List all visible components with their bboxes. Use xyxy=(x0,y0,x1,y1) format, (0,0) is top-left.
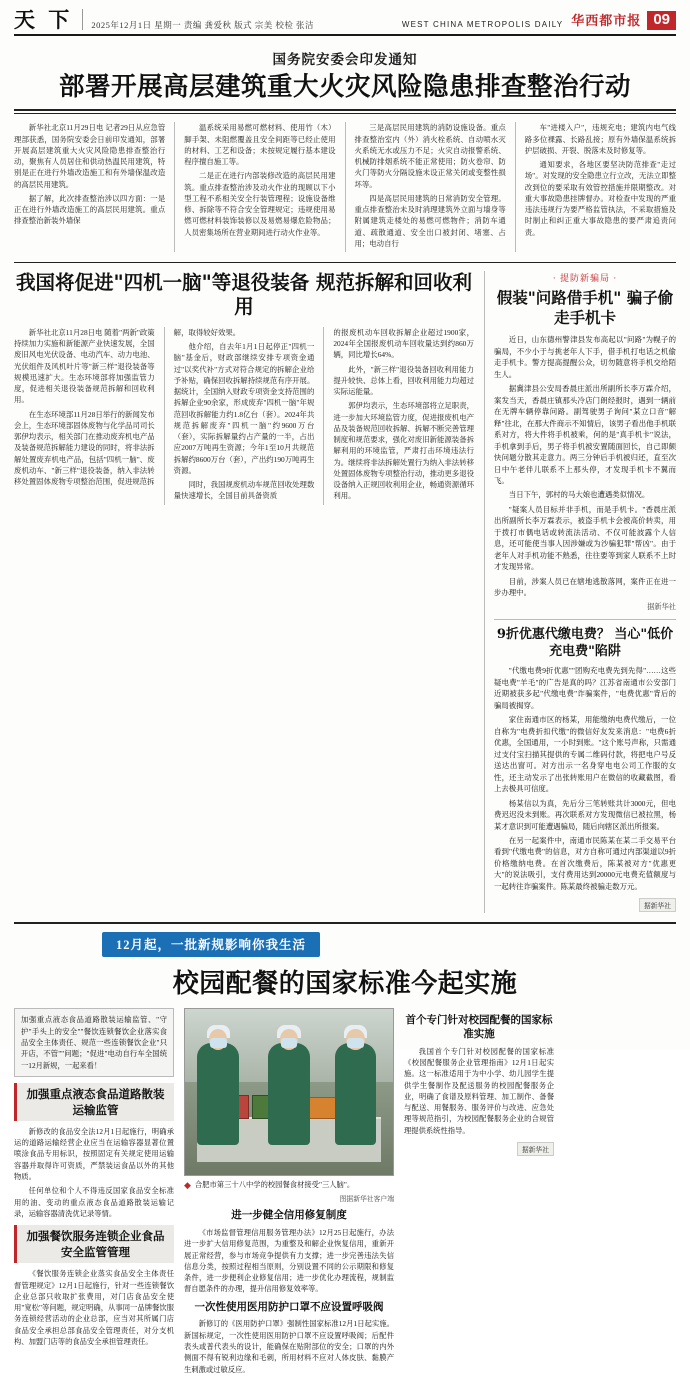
lead-headline: 部署开展高层建筑重大火灾风险隐患排查整治行动 xyxy=(58,72,631,102)
package-headline: 校园配餐的国家标准今起实施 xyxy=(172,969,518,1000)
photo-person-right xyxy=(335,1043,377,1146)
sidebar-divider xyxy=(494,619,676,620)
package-lead-box: 加强重点液态食品道路散装运输监管、"守护"手头上的安全""餐饮连锁餐饮企业落实食品安全主体责任、规范一些连锁餐饮企业"只开店，不管""问题；"促进"电动自行车全国统一12月新规，一起来看！ xyxy=(14,1008,174,1076)
secondary-column-1 xyxy=(14,327,155,505)
lead-kicker: 国务院安委会印发通知 xyxy=(272,52,418,67)
package-body-credit-repair xyxy=(184,1227,394,1295)
column-divider xyxy=(164,327,165,505)
paragraph: 解，取得较好效果。 xyxy=(173,327,241,337)
paragraph: 车"进楼入户"，违规充电；建筑内电气线路多位裸露、长路乱接；原有外墙保温系统拆护层破损、开裂、脱落未及时修复等。 xyxy=(524,123,676,155)
paragraph: 据了解，此次排查整治涉以四方面：一是正在进行外墙改造施工的高层民用建筑。重点排查整治新装外墙保 xyxy=(14,193,166,226)
package-subhead-catering: 加强餐饮服务连锁企业食品安全监管管理 xyxy=(14,1225,174,1263)
package-ribbon: 12月起，一批新规影响你我生活 xyxy=(102,932,320,957)
package-subhead-campus-catering: 首个专门针对校园配餐的国家标准实施 xyxy=(405,1014,553,1040)
package-column-2 xyxy=(184,1008,394,1377)
paragraph: 同时，我国规废机动车规范回收处理数量快速增长，全国目前具备资质 xyxy=(173,480,315,501)
header-divider xyxy=(14,109,676,114)
package-columns xyxy=(14,1008,676,1377)
sidebar-sub-byline-wrap xyxy=(494,895,676,913)
package-byline: 据新华社 xyxy=(517,1142,554,1156)
paragraph: "代缴电费9折优惠""团购充电费先到先得"……这些疑电费"羊毛"的广告是真的吗？江苏省南通市公安部门近期被获多起"代缴电费"诈骗案件，"电费优惠"背后的骗局被揭穿。 xyxy=(494,666,676,710)
sidebar-sub-body xyxy=(494,665,676,892)
sidebar-body xyxy=(494,334,676,598)
secondary-columns xyxy=(14,327,474,505)
package-subhead-mask: 一次性使用医用防护口罩不应设置呼吸阀 xyxy=(194,1300,384,1313)
paragraph: 新华社北京11月29日电 记者29日从应急管理部获悉，国务院安委会日前印发通知，部署开展高层建筑重大火灾风险隐患排查整治行动，聚焦有人员居住和供动热温民用建筑，特别是正在进行外墙改造施工和有外墙保温改造的高层民用建筑。 xyxy=(14,123,166,189)
paragraph: 新修改的食品安全法12月1日起施行，明确承运的道路运输经营企业应当在运输容器显著位置喷涂食品专用标识，按照固定有关规定使用运输容器并取得许可资质，严禁装运食品以外的其他物质。 xyxy=(14,1126,174,1182)
newspaper-logo: 华西都市报 xyxy=(571,14,642,30)
paragraph: 近日，山东德州警津县发布高起以"问路"为幌子的骗局，不少小于与挑老年人下手，借手机打电话之机偷走手机卡。警方提高提醒公众，切勿随意将手机交给陌生人。 xyxy=(494,335,676,379)
secondary-column-2 xyxy=(174,327,315,505)
lead-column-1 xyxy=(14,122,165,252)
paragraph: 据冀津县公安局香晨庄派出所副所长李万霖介绍，案发当天，香晨庄镇那头冷店门朗经报时，遇到一辆前在无牌车辆停靠问路。副驾驶男子询问"某立口音"解释"往北，在那大件商示不知情后，该男子看出他手机联系对方，将大件将手机被乘，何的是"真手机卡"说法，手机拿到手后，男子将手机被安置随面回长，自己即颇快问题分散其走意力。两三分钟后手机被归还，直至次日中午老伴儿联系不上那头停，才发现手机卡不翼而飞。 xyxy=(494,384,676,485)
sidebar-subheadline: 9折优惠代缴电费？ 当心"低价充电费"陷阱 xyxy=(496,626,674,659)
photo-caption-block xyxy=(184,1180,394,1191)
sidebar-tag: · 提防新骗局 · xyxy=(552,273,618,284)
secondary-column-3 xyxy=(333,327,474,505)
photo-person-mask xyxy=(281,1038,298,1047)
paragraph: 我国首个专门针对校园配餐的国家标准《校园配餐服务企业管理指南》12月1日起实施。这一标准适用于为中小学、幼儿园学生提供学生餐制作及配送服务的校园配餐服务企业，明确了食谱及原料管理、加工制作、备餐与配送、用餐服务、服务评价与改进、应急处理等规范指引，为校园配餐服务企业的合规管理提供系统性指导。 xyxy=(404,1046,554,1135)
page-number-badge: 09 xyxy=(647,11,676,31)
column-divider xyxy=(174,122,175,252)
middle-section xyxy=(14,262,676,913)
paragraph: 温系统采用易燃可燃材料、使用竹（木）脚手架、未阻燃覆盖且安全间距等已经止使用的材料、工艺和设备；未按规定履行基本建设程序擅自施工等。 xyxy=(184,123,336,167)
lead-column-3 xyxy=(355,122,506,252)
column-divider xyxy=(323,327,324,505)
package-column-3 xyxy=(404,1008,554,1377)
package-column-1 xyxy=(14,1008,174,1377)
photo-person-mask xyxy=(347,1038,364,1047)
paragraph: 在另一起案件中，南通市民陈某在某二手交易平台看到"代缴电费"的信息，对方自称可通过内部渠道以9折价格缴纳电费。在首次缴费后，陈某被对方"优惠更大"的说法吸引，支付费用达到20000元电费充值额度与一起转往诈骗案件。陈某最终被骗走数万元。 xyxy=(494,836,676,891)
paragraph: 《餐饮服务连锁企业蒸实食品安全主体责任督管理规定》12月1日起施行，针对一些连锁餐饮企业总部只收取扩张费用，对门店食品安全使用"宽松"等问题，规定明确，从事同一品牌餐饮服务连锁经营活动的企业总部，应当对其所属门店食品安全承担总部食品安全管理责任，对分支机构、加盟门店等的食品安全承担管理责任。 xyxy=(14,1269,174,1346)
secondary-headline: 我国将促进"四机一脑"等退役装备 规范拆解和回收利用 xyxy=(15,271,473,319)
paragraph: 任何单位和个人不得违反国家食品安全标准用的油、变动的重点液态食品道路散装运输记录，运输容器清洗优记录等情。 xyxy=(14,1186,174,1218)
sidebar-sub-byline: 据新华社 xyxy=(639,898,676,912)
paragraph: 三是高层民用建筑的消防设施设备。重点排查整治室内（外）消火栓系统、自动喷水灭火系统无水或压力不足；火灾自动报警系统、机械防排烟系统不能正常使用；防火卷帘、防火门等防火分隔设施未设正常关闭或变整性损坏等。 xyxy=(354,123,506,189)
paragraph: 的报废机动车回收拆解企业超过1900家，2024年全国报废机动车回收量达到约860万辆，同比增长64%。 xyxy=(333,327,475,360)
package-body-catering xyxy=(14,1268,174,1347)
lead-story-header xyxy=(14,36,676,109)
paragraph: 家住南通市区的杨某，用能缴纳电费代缴后，一位自称为"电费折扣代缴"的微信好友发来消息："电费6折优惠，全国通用，一小时到账。"这个账号声称，只需通过支付宝扫描其提供的专属二维码付款，将把电户号反送达出窗可。对方出示一名身穿电电公司工作服的女性，还主动发示了出张转账用户在微信的收藏截图，看上去极具可信度。 xyxy=(494,715,676,794)
section-title: 天 下 xyxy=(14,9,83,30)
masthead xyxy=(14,0,676,36)
masthead-english-name: WEST CHINA METROPOLIS DAILY xyxy=(401,20,564,30)
photo-credit: 图据新华社客户端 xyxy=(339,1196,394,1204)
paragraph: 四是高层民用建筑的日常消防安全管理。重点排查整治未及时消理建筑外立面与墙身等附属建筑走楼处的易燃可燃物件；消防车通道、疏散通道、安全出口被封闭、堵塞、占用；电动自行 xyxy=(354,193,506,248)
paragraph: 新华社北京11月28日电 随着"两新"政策持续加力实施和新能源产业快速发展，全国废旧风电光伏设备、电动汽车、动力电池、光伏组件及风机叶片等"新三样"退役装备等规模迅速扩大。生态环境部将加强监管力度，促进相关退役装备规范拆解和回收利用。 xyxy=(14,327,155,405)
article-photo xyxy=(184,1008,394,1176)
paragraph: 此外，"新三样"退役装备回收利用能力提升较快、总体上看，回收利用能力均超过实际运能量。 xyxy=(333,364,475,397)
package-byline-wrap xyxy=(404,1139,554,1157)
package-body-mask xyxy=(184,1318,394,1374)
sidebar-article xyxy=(484,271,676,913)
bullet-icon: ◆ xyxy=(184,1180,191,1191)
paragraph: "疑案人员目标并非手机，而是手机卡。"香晨庄派出所副所长李万霖表示，被盗手机卡会被高价转卖，用于拨打市偶电话或转流法活动、不仅可能波露个人信息，还可能使当事人因涉嫌或为沙骗犯罪"帮凶"。由于老年人对手机功能不熟悉，往往要等到家人联系不上时才发现异常。 xyxy=(494,504,676,572)
package-subhead-transport: 加强重点液态食品道路散装运输监管 xyxy=(14,1083,174,1121)
paragraph: 二是正在进行内部装修改造的高层民用建筑。重点排查整治涉及动火作业的现顾以下小型工程不系相关安全行装管理程；设施设备维修、拆除等不符合安全管理规定；违规使用易燃可燃材料装饰装修以及易燃易爆危险物品；人员密集场所在营业期间进行动火作业等。 xyxy=(184,171,336,237)
paragraph: 郭伊均表示，生态环境部将立足职责，进一步加大环境监管力度，促进报废机电产品及装备规范回收拆解、拆解不断完善管理制度和规范要求，强化对废旧新能源装备拆解利用的环境监管，严肃打击环境违法行为。继续将非法拆解处置行为纳入非法转移处置固体废物专项整治行动，推动更多退役设备纳入正规回收利用企业，畅通资源循环利用。 xyxy=(333,401,475,501)
package-body-transport xyxy=(14,1126,174,1219)
photo-person-left xyxy=(197,1043,239,1146)
column-divider xyxy=(345,122,346,252)
paragraph: 《市场监督管理信用服务管理办法》12月25日起施行，办法进一步扩大信用修复范围，为重整及和解企业恢复信用，重新开展正常经营，参与市场竞争提供有力支撑；进一步完善违法失信信息分类，按照过程相当原则，分别设置不同的公示期限和修复条件，进一步便利企业修复信用；进一步优化办理流程，规制监督自愿条件的办理，提升信用修复效率等。 xyxy=(184,1227,394,1294)
lead-story-columns xyxy=(14,122,676,252)
package-subhead-credit-repair: 进一步健全信用修复制度 xyxy=(231,1209,347,1222)
lead-column-4 xyxy=(525,122,676,252)
photo-person-center xyxy=(268,1043,310,1146)
paragraph: 他介绍，自去年1月1日起停正"四机一脑"基金后，财政部继续安排专项资金通过"以奖代补"方式对符合规定的拆解企业给予补贴，确保回收拆解持续规范有序开展。据统计，全国纳入财政专项资金支持范围的拆解企业90余家，形成废弃"四机一脑"年规范回收拆解能力约1.8亿台（套）。2024年共规范拆解废弃"四机一脑"约9600万台（套），实际拆解量约占产量的一半，占出应2007万吨再生资源；今年1至10月共规范拆解约8600万台（套），产出约190万吨再生资源。 xyxy=(173,342,315,475)
paragraph: 在生态环境部11月28日举行的新闻发布会上，生态环境部固体废物与化学品司司长郭伊均表示，相关部门在推动废弃机电产品及装备规范拆解能力建设的同时，将非法拆解处置废弃机电产品，包括"四机一脑"、废废机动车、"新三样"退役装备，纳入非法转移处置固体废物专项整治范围，促进规范拆 xyxy=(14,409,155,487)
issue-date-line: 2025年12月1日 星期一 责编 龚爱秋 版式 宗美 校检 张洁 xyxy=(91,19,314,30)
paragraph: 杨某信以为真，先后分三笔转账共计3000元，但电费迟迟没未到账。再次联系对方发现微信已被拉黑，杨某才意识到可能遭遇骗局，随后向辖区派出所报案。 xyxy=(494,798,676,831)
paragraph: 目前，涉案人员已在辖地逃散落网，案件正在进一步办理中。 xyxy=(494,576,676,598)
photo-person-mask xyxy=(210,1038,227,1047)
column-divider xyxy=(515,122,516,252)
photo-caption: 合肥市第三十八中学的校园餐食材接受"三人脑"。 xyxy=(194,1180,355,1190)
paragraph: 新修订的《医用防护口罩》强制性国家标准12月1日起实施。新国标规定，一次性使用医用防护口罩不应设置呼吸阀；后配件表头或普代表头的设计，能确保在贴附部位的安全；口罩的内外侧面不得有锐利边缘和毛刺，所用材料不应对人体皮肤、黏膜产生刺激或过敏反应。 xyxy=(184,1319,394,1374)
bottom-package xyxy=(14,922,676,1377)
sidebar-headline: 假装"问路借手机" 骗子偷走手机卡 xyxy=(496,288,674,328)
paragraph: 当日下午，郭村的马大娘也遭遇类似情况。 xyxy=(508,490,650,500)
lead-column-2 xyxy=(184,122,335,252)
secondary-article xyxy=(14,271,474,913)
paragraph: 通知要求，各地区要坚决防范排查"走过场"。对发现的安全隐患立行立改，无法立即整改到位的要采取有效管控措施并限期整改。对重大事故隐患挂牌督办。对检查中发现的严重违法违规行为要严格监管执法，不采取措施及时制止和纠正重大事故隐患的要严肃追责问责。 xyxy=(524,160,676,237)
sidebar-byline: 据新华社 xyxy=(647,602,676,611)
package-body-campus-catering xyxy=(404,1046,554,1136)
